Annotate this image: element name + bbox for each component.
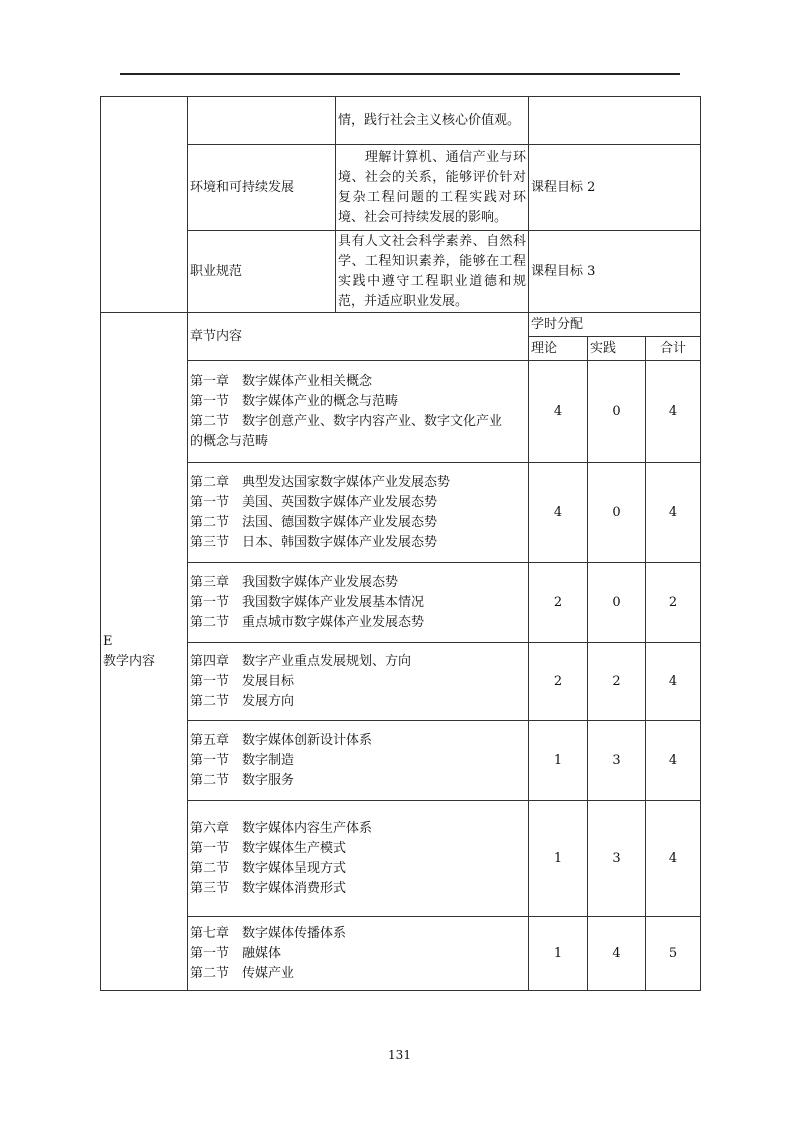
- chapter-title: 第五章 数字媒体创新设计体系: [190, 732, 373, 748]
- practice-header: 实践: [588, 337, 646, 361]
- chapter-title: 第六章 数字媒体内容生产体系: [190, 820, 373, 836]
- chapter-title: 第四章 数字产业重点发展规划、方向: [190, 653, 412, 669]
- section-line: 第一节 发展目标: [190, 673, 295, 689]
- chapter-row: [101, 563, 701, 643]
- hours-group-header: 学时分配: [529, 313, 701, 337]
- practice-hours: 2: [588, 643, 646, 721]
- requirement-row: [101, 145, 701, 231]
- course-target: 课程目标 2: [529, 145, 701, 231]
- requirement-label: 环境和可持续发展: [188, 145, 336, 231]
- requirement-row: [101, 231, 701, 313]
- theory-hours: 1: [529, 801, 588, 917]
- chapter-row: [101, 917, 701, 991]
- section-line: 第二节 法国、德国数字媒体产业发展态势: [190, 514, 438, 530]
- total-hours: 4: [646, 463, 701, 563]
- category-cell-empty: [101, 97, 188, 313]
- section-line: 第三节 日本、韩国数字媒体产业发展态势: [190, 534, 438, 550]
- chapter-row: [101, 721, 701, 801]
- total-hours: 4: [646, 721, 701, 801]
- requirement-description: 情，践行社会主义核心价值观。: [336, 97, 529, 145]
- theory-hours: 2: [529, 563, 588, 643]
- chapter-title: 第一章 数字媒体产业相关概念: [190, 373, 373, 389]
- section-line: 第一节 数字制造: [190, 752, 295, 768]
- section-line: 第二节 发展方向: [190, 693, 295, 709]
- section-line: 第一节 数字媒体生产模式: [190, 840, 347, 856]
- content-column-header: 章节内容: [188, 313, 529, 361]
- chapter-row: [101, 463, 701, 563]
- section-line: 第一节 融媒体: [190, 945, 282, 961]
- chapter-content: [188, 721, 529, 801]
- requirement-description: 理解计算机、通信产业与环境、社会的关系，能够评价针对复杂工程问题的工程实践对环境、社会可持续发展的影响。: [336, 145, 529, 231]
- practice-hours: 0: [588, 463, 646, 563]
- chapter-content: [188, 463, 529, 563]
- total-hours: 4: [646, 643, 701, 721]
- practice-hours: 3: [588, 721, 646, 801]
- total-hours: 5: [646, 917, 701, 991]
- chapter-content: [188, 801, 529, 917]
- theory-hours: 2: [529, 643, 588, 721]
- chapter-title: 第二章 典型发达国家数字媒体产业发展态势: [190, 474, 451, 490]
- section-line: 第一节 美国、英国数字媒体产业发展态势: [190, 494, 438, 510]
- section-line: 第二节 数字媒体呈现方式: [190, 860, 347, 876]
- chapter-row: [101, 361, 701, 463]
- theory-header: 理论: [529, 337, 588, 361]
- total-hours: 4: [646, 801, 701, 917]
- requirement-label: [188, 97, 336, 145]
- page-number: 131: [388, 1048, 411, 1062]
- practice-hours: 3: [588, 801, 646, 917]
- requirement-row: [101, 97, 701, 145]
- chapter-content: [188, 361, 529, 463]
- teaching-header-row: [101, 313, 701, 337]
- course-target: 课程目标 3: [529, 231, 701, 313]
- theory-hours: 4: [529, 463, 588, 563]
- practice-hours: 4: [588, 917, 646, 991]
- section-line: 的概念与范畴: [190, 433, 269, 449]
- section-line: 第二节 数字服务: [190, 772, 295, 788]
- section-line: 第二节 传媒产业: [190, 965, 295, 981]
- theory-hours: 1: [529, 721, 588, 801]
- requirement-description: 具有人文社会科学素养、自然科学、工程知识素养，能够在工程实践中遵守工程职业道德和规范，并适应职业发展。: [336, 231, 529, 313]
- chapter-content: [188, 917, 529, 991]
- teaching-section-cell: [101, 313, 188, 991]
- section-line: 第三节 数字媒体消费形式: [190, 880, 347, 896]
- requirement-label: 职业规范: [188, 231, 336, 313]
- course-table: [100, 96, 701, 991]
- total-hours: 4: [646, 361, 701, 463]
- chapter-title: 第七章 数字媒体传播体系: [190, 925, 347, 941]
- total-header: 合计: [646, 337, 701, 361]
- section-line: 第一节 我国数字媒体产业发展基本情况: [190, 594, 425, 610]
- chapter-title: 第三章 我国数字媒体产业发展态势: [190, 574, 399, 590]
- theory-hours: 1: [529, 917, 588, 991]
- chapter-row: [101, 801, 701, 917]
- chapter-content: [188, 643, 529, 721]
- section-line: 第二节 数字创意产业、数字内容产业、数字文化产业: [190, 413, 503, 429]
- chapter-content: [188, 563, 529, 643]
- section-line: 第二节 重点城市数字媒体产业发展态势: [190, 614, 425, 630]
- theory-hours: 4: [529, 361, 588, 463]
- chapter-row: [101, 643, 701, 721]
- practice-hours: 0: [588, 563, 646, 643]
- section-line: 第一节 数字媒体产业的概念与范畴: [190, 393, 399, 409]
- practice-hours: 0: [588, 361, 646, 463]
- section-label: 教学内容: [103, 653, 156, 669]
- total-hours: 2: [646, 563, 701, 643]
- header-rule: [120, 73, 680, 75]
- section-letter: E: [103, 633, 113, 649]
- course-target: [529, 97, 701, 145]
